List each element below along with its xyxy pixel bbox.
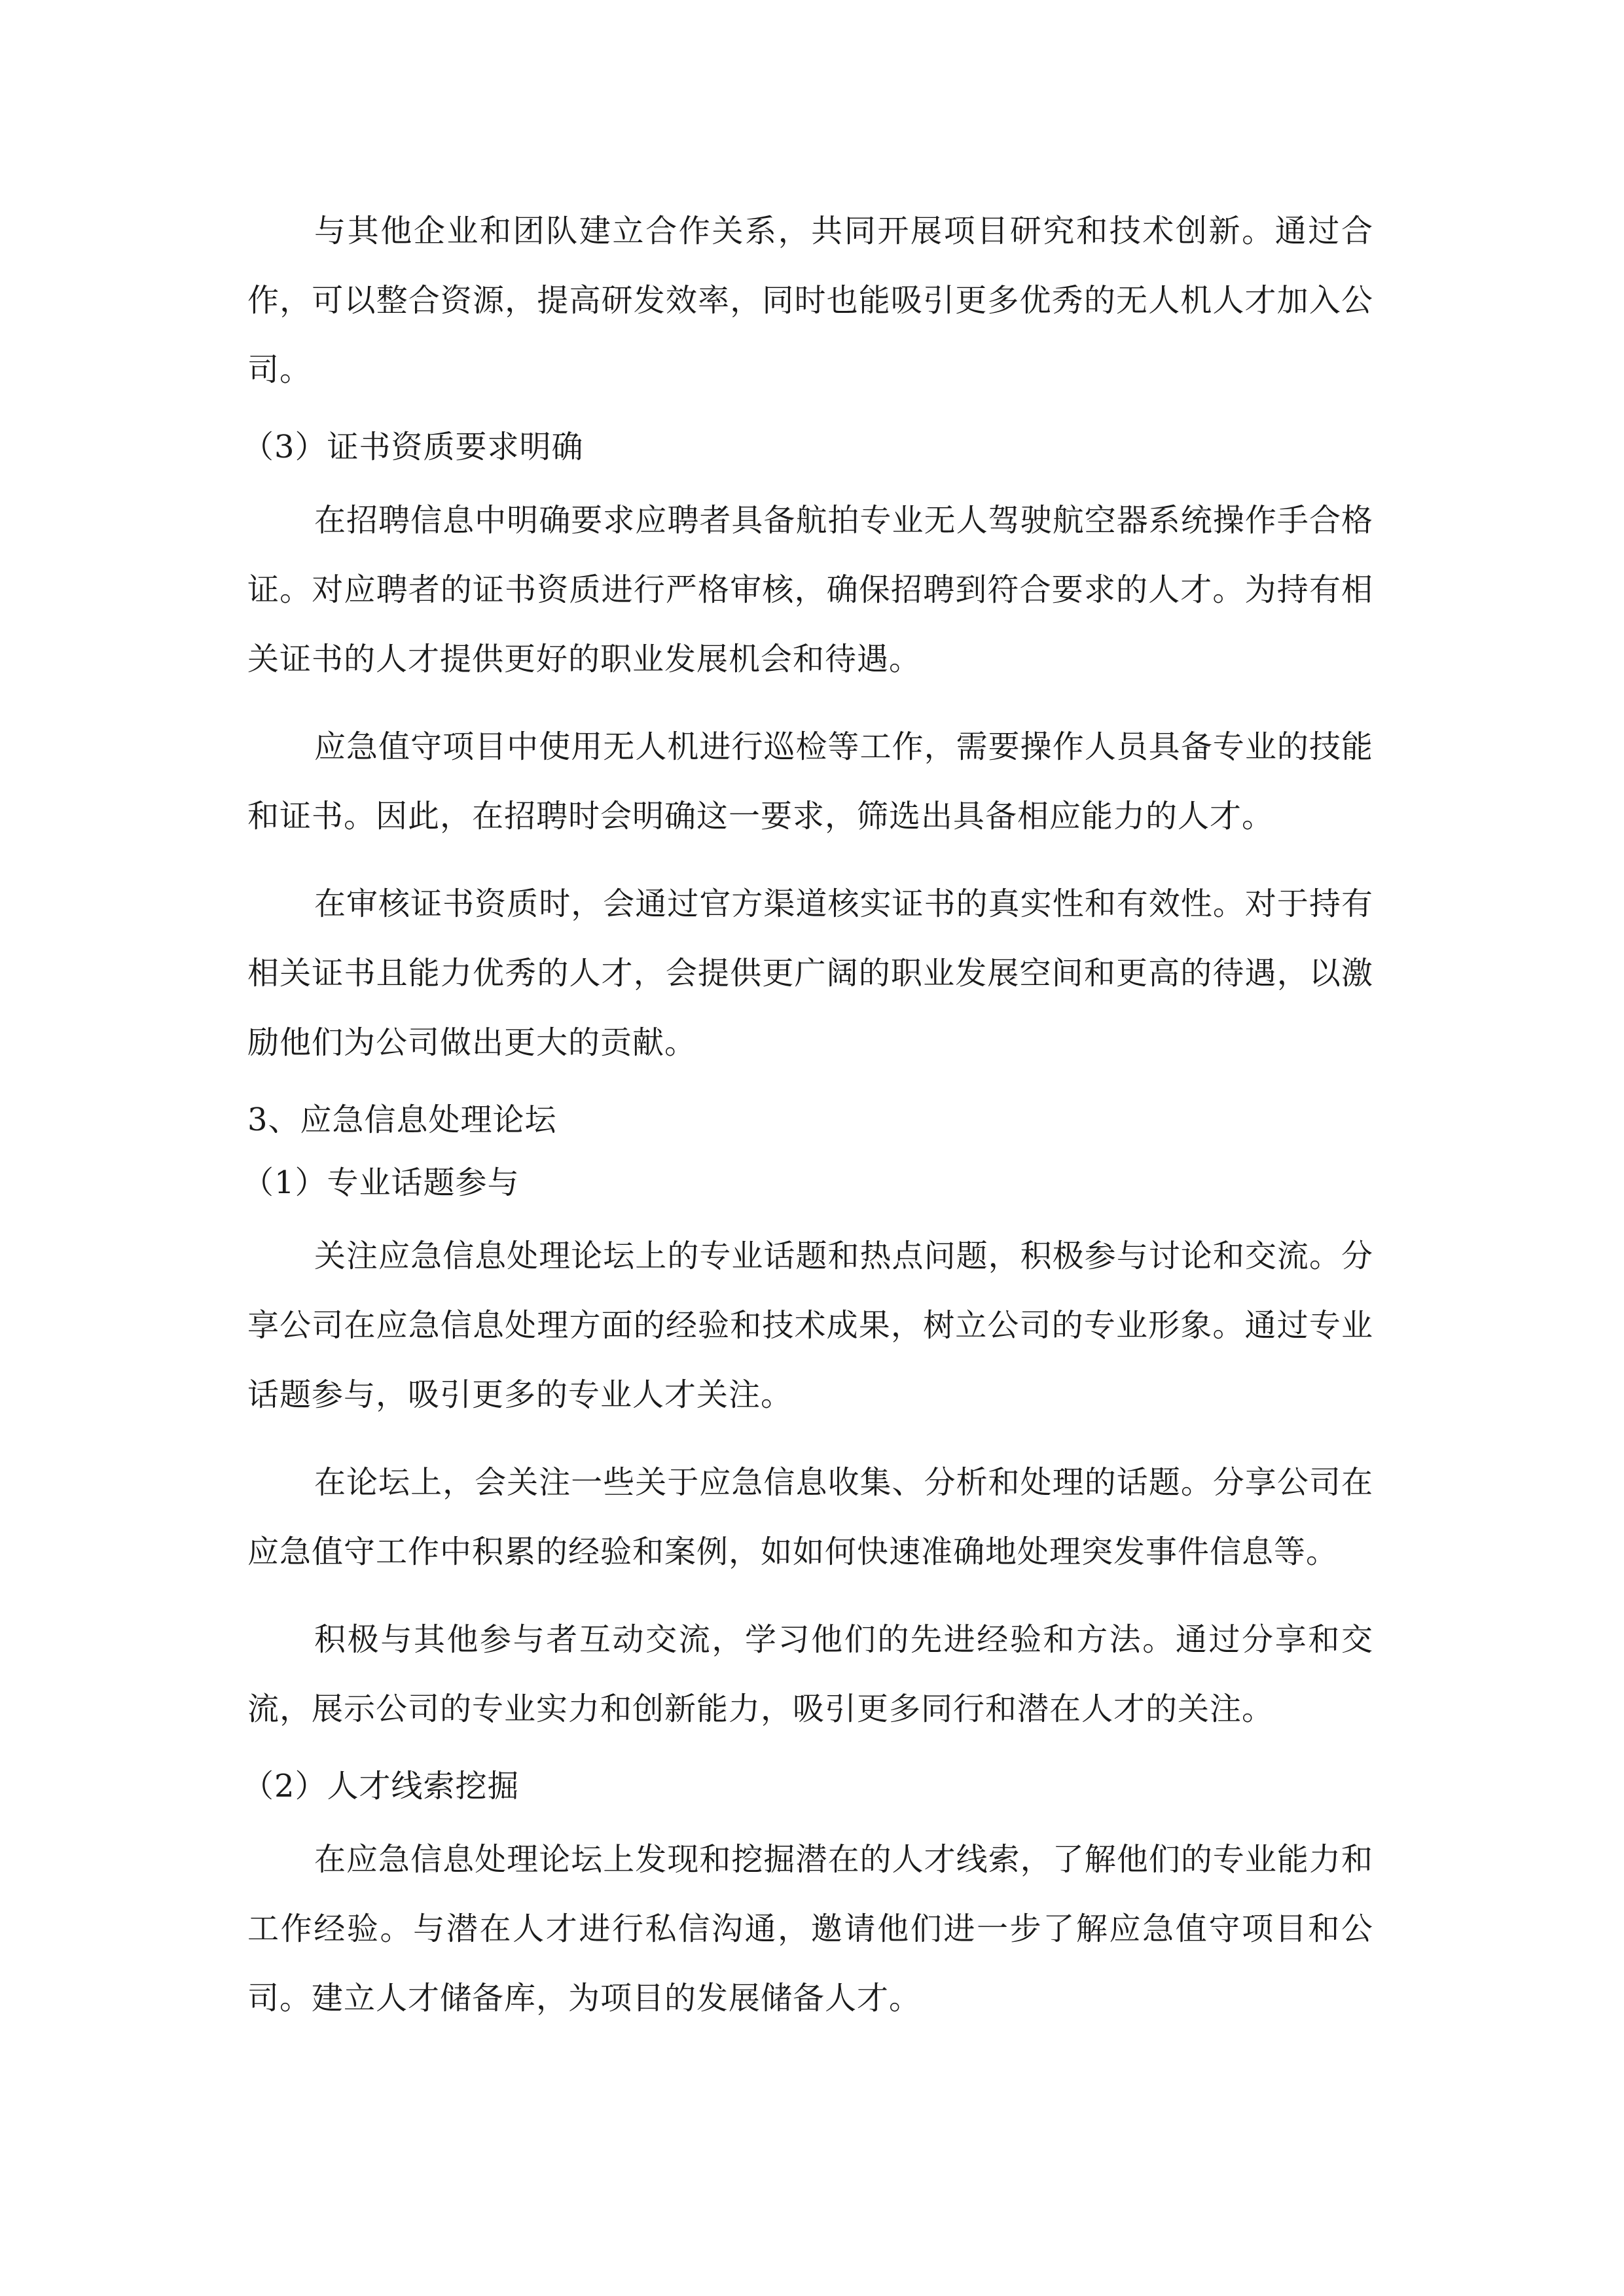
paragraph-forum-interaction: 积极与其他参与者互动交流，学习他们的先进经验和方法。通过分享和交流，展示公司的专业实力和创新能力，吸引更多同行和潜在人才的关注。 <box>247 1621 1373 1727</box>
paragraph-certificate-in-recruitment: 在招聘信息中明确要求应聘者具备航拍专业无人驾驶航空器系统操作手合格证。对应聘者的证书资质进行严格审核，确保招聘到符合要求的人才。为持有相关证书的人才提供更好的职业发展机会和待遇。 <box>247 502 1373 677</box>
paragraph-certificate-verification: 在审核证书资质时，会通过官方渠道核实证书的真实性和有效性。对于持有相关证书且能力优秀的人才，会提供更广阔的职业发展空间和更高的待遇，以激励他们为公司做出更大的贡献。 <box>247 886 1373 1061</box>
subheading-talent-leads: （2）人才线索挖掘 <box>242 1768 520 1804</box>
subheading-certificate-requirements: （3）证书资质要求明确 <box>242 429 584 465</box>
section-heading-forum: 3、应急信息处理论坛 <box>247 1102 557 1138</box>
paragraph-drone-inspection: 应急值守项目中使用无人机进行巡检等工作，需要操作人员具备专业的技能和证书。因此，在招聘时会明确这一要求，筛选出具备相应能力的人才。 <box>247 728 1373 834</box>
page-body <box>242 196 1373 2051</box>
paragraph-cooperation: 与其他企业和团队建立合作关系，共同开展项目研究和技术创新。通过合作，可以整合资源，提高研发效率，同时也能吸引更多优秀的无人机人才加入公司。 <box>247 213 1373 388</box>
paragraph-forum-discussion: 在论坛上，会关注一些关于应急信息收集、分析和处理的话题。分享公司在应急值守工作中积累的经验和案例，如如何快速准确地处理突发事件信息等。 <box>247 1464 1373 1570</box>
subheading-topic-participation: （1）专业话题参与 <box>242 1164 520 1201</box>
paragraph-forum-topics: 关注应急信息处理论坛上的专业话题和热点问题，积极参与讨论和交流。分享公司在应急信息处理方面的经验和技术成果，树立公司的专业形象。通过专业话题参与，吸引更多的专业人才关注。 <box>247 1238 1373 1413</box>
paragraph-talent-mining: 在应急信息处理论坛上发现和挖掘潜在的人才线索，了解他们的专业能力和工作经验。与潜在人才进行私信沟通，邀请他们进一步了解应急值守项目和公司。建立人才储备库，为项目的发展储备人才。 <box>247 1841 1373 2017</box>
